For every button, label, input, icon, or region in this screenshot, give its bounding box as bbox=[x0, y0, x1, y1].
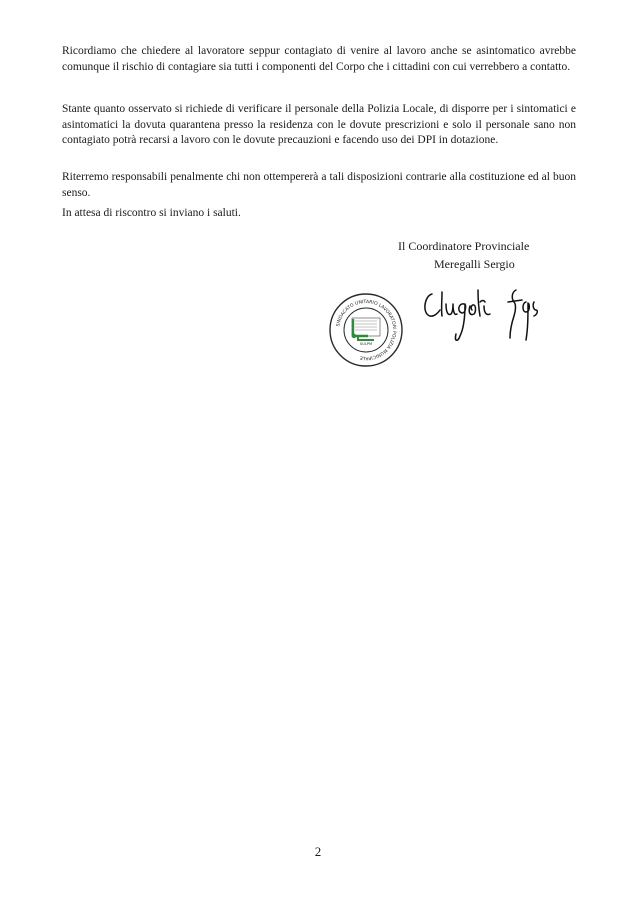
page-number: 2 bbox=[314, 844, 322, 859]
paragraph-responsibility: Riterremo responsabili penalmente chi non ottempererà a tali disposizioni contrarie alla costituzione ed al buon senso. bbox=[62, 171, 576, 199]
paragraph-quarantine-request: Stante quanto osservato si richiede di verificare il personale della Polizia Locale, di disporre per i sintomatici e asintomatici la dovuta quarantena presso la residenza con le dovute prescrizioni e solo il personale sano non contagiato potrà recarsi a lavoro con le dovute precauzioni e facendo uso dei DPI in dotazione. bbox=[62, 103, 576, 147]
signatory-name: Meregalli Sergio bbox=[434, 257, 515, 271]
union-seal-stamp bbox=[328, 292, 404, 368]
seal-center-text: SULPM bbox=[359, 342, 373, 346]
handwritten-signature bbox=[418, 276, 548, 352]
seal-ring-text: SINDACATO UNITARIO LAVORATORI POLIZIA MUNICIPALE bbox=[336, 299, 397, 361]
paragraph-greetings: In attesa di riscontro si inviano i saluti. bbox=[62, 207, 241, 219]
signatory-role: Il Coordinatore Provinciale bbox=[398, 239, 530, 253]
paragraph-contagion-risk: Ricordiamo che chiedere al lavoratore seppur contagiato di venire al lavoro anche se asintomatico avrebbe comunque il rischio di contagiare sia tutti i componenti del Corpo che i cittadini con cui verrebbero a contatto. bbox=[62, 45, 576, 73]
